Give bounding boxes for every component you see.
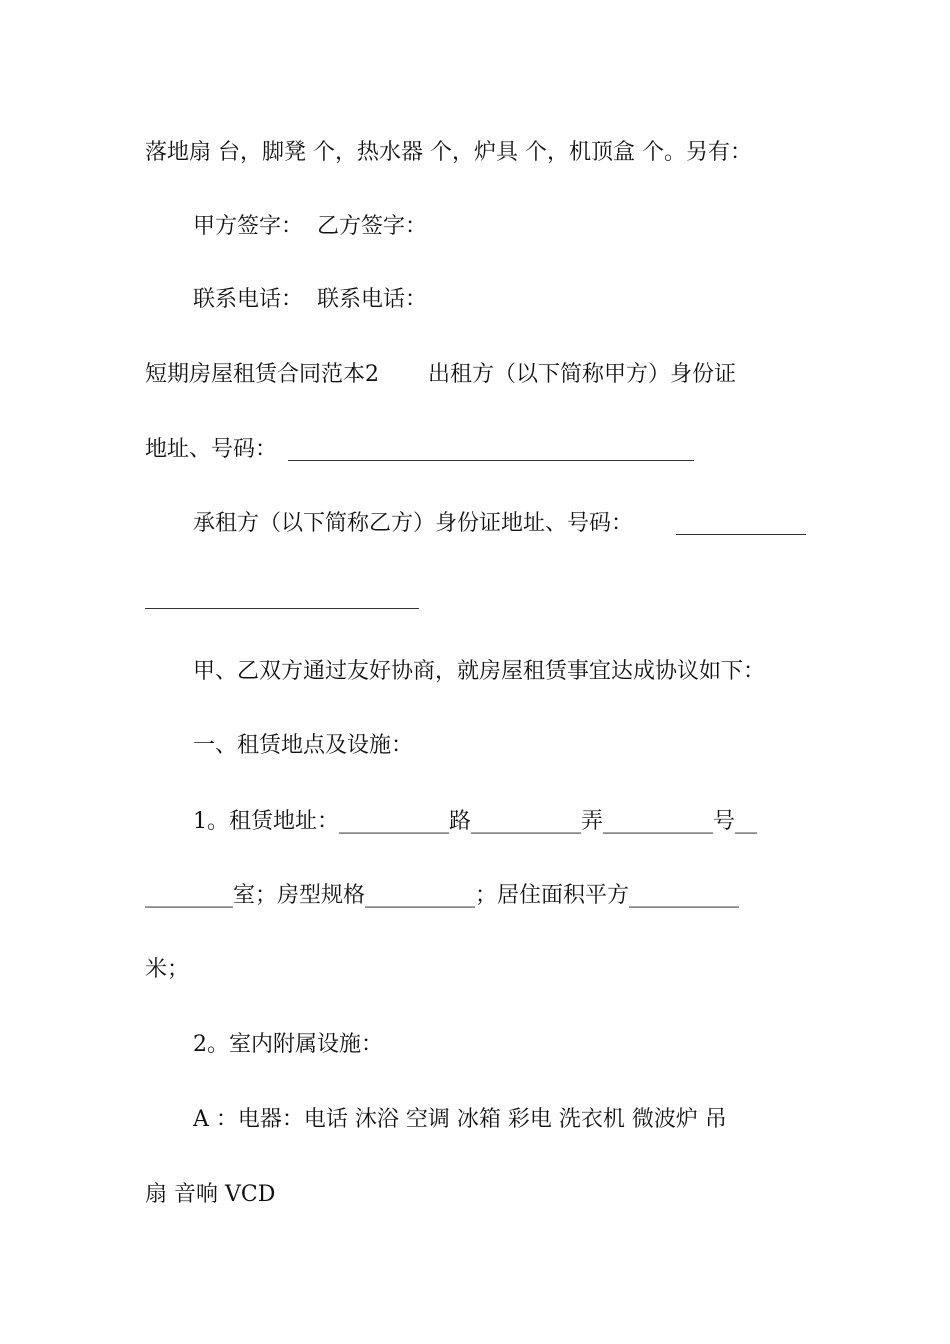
lessor-address-blank <box>288 460 694 461</box>
lessee-address-blank-continued <box>145 608 419 609</box>
text-line-signatures: 甲方签字： 乙方签字： <box>193 214 427 239</box>
text-line-lessor-address: 地址、号码： <box>145 437 278 462</box>
text-line-room-spec: ________室；房型规格__________；居住面积平方__________ <box>145 883 740 908</box>
section-title-contract-2: 短期房屋租赁合同范本2 出租方（以下简称甲方）身份证 <box>145 362 736 387</box>
text-line-unit: 米； <box>145 957 190 982</box>
text-line-lessee-address: 承租方（以下简称乙方）身份证地址、号码： <box>193 511 634 536</box>
lessee-address-blank <box>676 534 806 535</box>
text-line-phones: 联系电话： 联系电话： <box>193 287 427 312</box>
text-line-lease-address: 1。租赁地址：__________路__________弄__________号__ <box>193 809 757 834</box>
text-line-agreement: 甲、乙双方通过友好协商，就房屋租赁事宜达成协议如下： <box>193 659 766 684</box>
heading-indoor-facilities: 2。室内附属设施： <box>193 1032 383 1057</box>
text-line-appliance-list-continued: 扇 音响 VCD <box>145 1182 276 1207</box>
text-line-appliances: 落地扇 台，脚凳 个，热水器 个，炉具 个，机顶盒 个。另有： <box>145 140 752 165</box>
text-line-appliance-list: A ：电器：电话 沐浴 空调 冰箱 彩电 洗衣机 微波炉 吊 <box>193 1107 727 1132</box>
heading-lease-location: 一、租赁地点及设施： <box>193 733 414 758</box>
